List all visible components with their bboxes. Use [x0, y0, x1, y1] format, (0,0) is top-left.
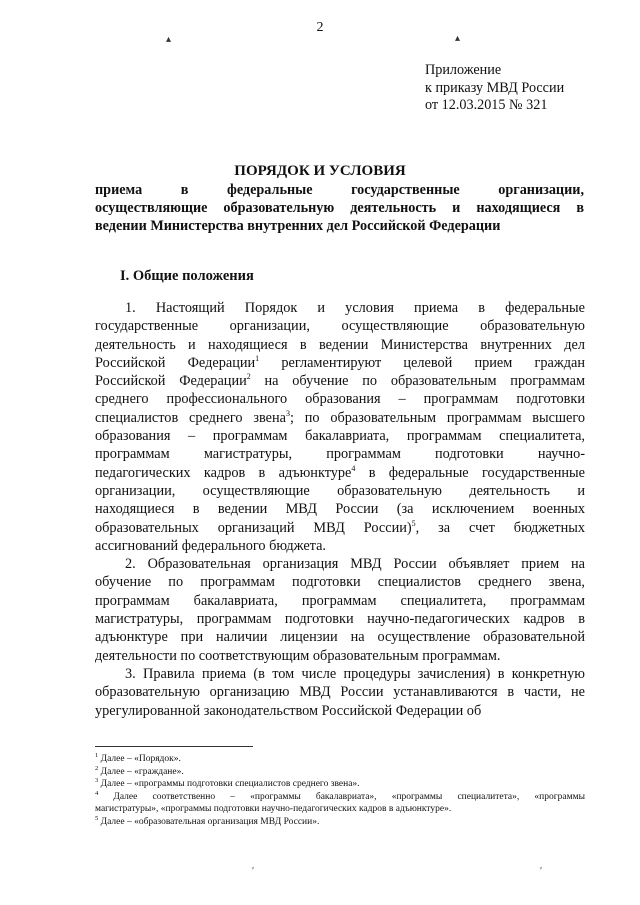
scan-speck: ′ — [252, 866, 255, 877]
scan-speck: ▴ — [166, 34, 172, 45]
body-line: среднего профессионального образования – программам подготовки — [95, 391, 585, 408]
footnote-number: 4 — [95, 789, 99, 797]
text-run: регламентируют целевой прием граждан — [259, 354, 585, 371]
page-number: 2 — [316, 20, 324, 35]
footnote-number: 2 — [95, 764, 99, 772]
annex-line: к приказу МВД России — [425, 79, 565, 96]
body-line: находящиеся в ведении МВД России (за исключением военных — [95, 501, 585, 518]
footnote — [95, 791, 585, 804]
footnote-ref: 4 — [351, 463, 356, 473]
body-line: организации, осуществляющие образовательную деятельность и — [95, 482, 585, 499]
body-line: 1. Настоящий Порядок и условия приема в федеральные — [125, 300, 585, 316]
document-title: ПОРЯДОК И УСЛОВИЯ — [234, 163, 406, 179]
footnote — [95, 803, 585, 816]
text-run: Российской Федерации — [95, 354, 256, 371]
footnote-number: 5 — [95, 814, 99, 822]
footnote-ref: 1 — [255, 354, 260, 364]
footnote-text: Далее – «программы подготовки специалистов среднего звена». — [98, 779, 360, 790]
footnote — [95, 766, 585, 779]
body-line — [95, 464, 585, 482]
scan-speck: ′ — [540, 866, 543, 877]
body-line: урегулированной законодательством Российской Федерации об — [95, 702, 482, 719]
document-subtitle — [95, 181, 584, 235]
body-line — [95, 372, 585, 390]
paragraph-2 — [95, 555, 585, 665]
footnotes — [95, 753, 585, 829]
annex-block — [425, 62, 564, 115]
footnote-text: магистратуры», «программы подготовки научно-педагогических кадров в адъюнктуре». — [95, 804, 452, 815]
footnote-text: Далее – «граждане». — [98, 766, 184, 777]
footnote-ref: 2 — [246, 372, 251, 382]
body-line: 3. Правила приема (в том числе процедуры зачисления) в конкретную — [125, 665, 585, 682]
body-line: ассигнований федерального бюджета. — [95, 537, 327, 554]
text-run: ; по образовательным программам высшего — [290, 409, 585, 426]
subtitle-line: ведении Министерства внутренних дел Российской Федерации — [95, 218, 501, 234]
text-run: специалистов среднего звена — [95, 409, 286, 426]
body-line — [95, 409, 585, 427]
body-line — [95, 354, 585, 372]
footnote — [95, 816, 585, 829]
text-run: Российской Федерации — [95, 373, 247, 390]
body-line: программам бакалавриата, программам специалитета, программам — [95, 592, 585, 609]
footnote-ref: 5 — [411, 518, 416, 528]
footnote-text: Далее соответственно – «программы бакалавриата», «программы специалитета», «программы — [98, 791, 585, 802]
text-run: образовательных организаций МВД России) — [95, 519, 412, 536]
body-line: деятельности по соответствующим образовательным программам. — [95, 647, 501, 664]
footnote-ref: 3 — [286, 409, 290, 419]
footnote-text: Далее – «Порядок». — [98, 754, 181, 764]
subtitle-line: осуществляющие образовательную деятельность и находящиеся в — [95, 200, 584, 216]
body-line — [95, 519, 585, 537]
section-heading: I. Общие положения — [120, 268, 254, 284]
body-line: образовательную организацию МВД России устанавливаются в части, не — [95, 684, 585, 701]
body-line: адъюнктуре при наличии лицензии на осуществление образовательной — [95, 629, 585, 646]
footnote-text: Далее – «образовательная организация МВД России». — [98, 816, 320, 827]
body-line: обучение по программам подготовки специалистов среднего звена, — [95, 574, 585, 591]
annex-line: от 12.03.2015 № 321 — [425, 97, 548, 113]
text-run: в федеральные государственные — [355, 464, 585, 481]
document-body — [95, 299, 585, 720]
footnote-number: 1 — [95, 751, 99, 759]
text-run: , за счет бюджетных — [415, 519, 585, 536]
body-line: государственные организации, осуществляющие образовательную — [95, 318, 585, 335]
footnote-divider — [95, 746, 253, 747]
subtitle-line: приема в федеральные государственные организации, — [95, 182, 584, 198]
annex-line: Приложение — [425, 62, 502, 78]
paragraph-1 — [95, 299, 585, 555]
footnote — [95, 753, 585, 766]
paragraph-3 — [95, 665, 585, 720]
body-line: образования – программам бакалавриата, программам специалитета, — [95, 428, 585, 445]
body-line: программам магистратуры, программам подготовки научно- — [95, 446, 585, 463]
text-run: на обучение по образовательным программам — [250, 373, 585, 390]
scan-speck: ▴ — [455, 33, 461, 44]
body-line: 2. Образовательная организация МВД России объявляет прием на — [125, 556, 585, 573]
text-run: педагогических кадров в адъюнктуре — [95, 464, 352, 481]
body-line: магистратуры, программам подготовки научно-педагогических кадров в — [95, 611, 585, 628]
footnote-number: 3 — [95, 777, 99, 785]
body-line: деятельность и находящиеся в ведении Министерства внутренних дел — [95, 336, 585, 353]
footnote — [95, 778, 585, 791]
